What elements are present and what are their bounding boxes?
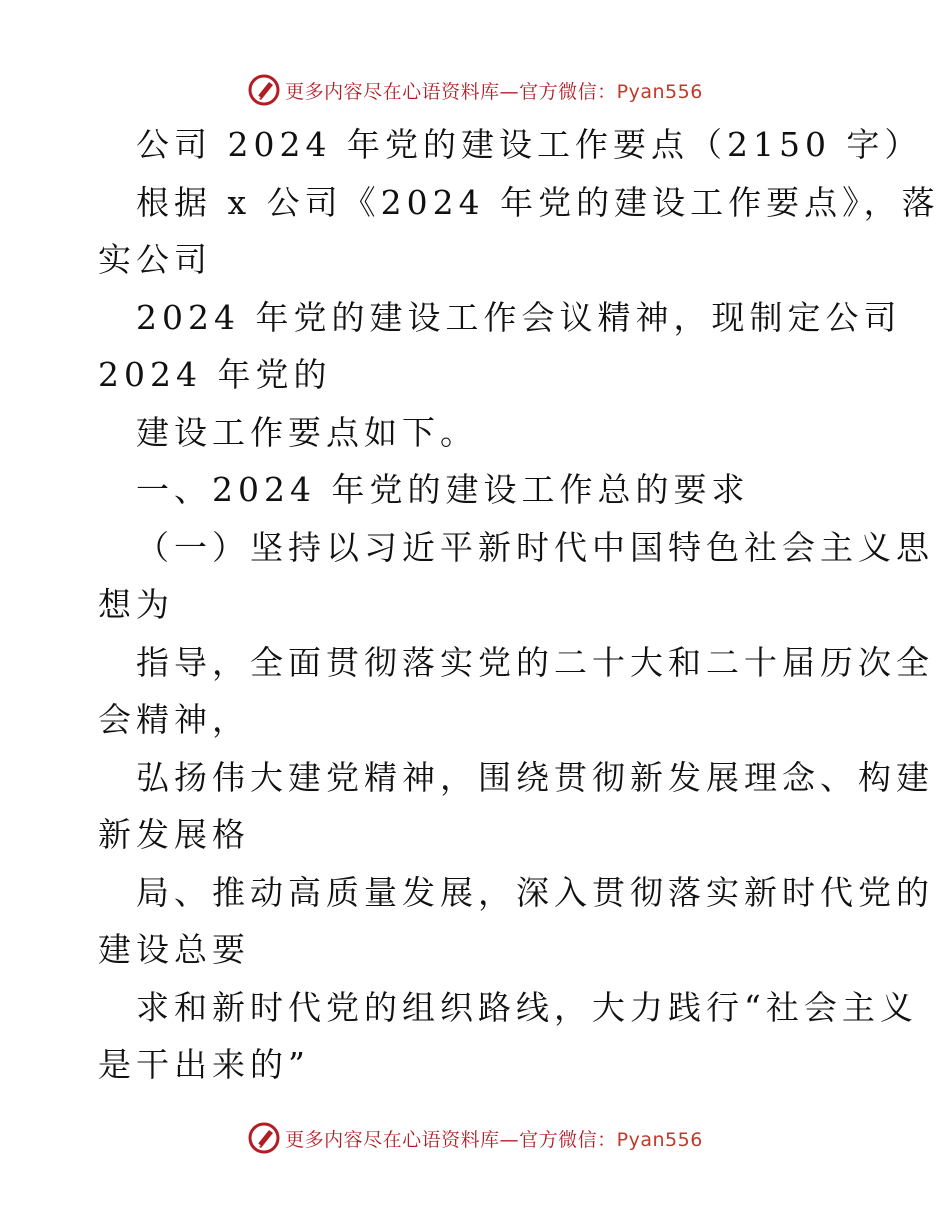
doc-line: 指导，全面贯彻落实党的二十大和二十届历次全 — [136, 642, 934, 682]
doc-line: 新发展格 — [98, 815, 250, 854]
pen-logo-icon — [247, 73, 281, 107]
doc-line: （一）坚持以习近平新时代中国特色社会主义思 — [136, 527, 934, 567]
doc-line: 根据 x 公司《2024 年党的建设工作要点》，落 — [136, 182, 940, 222]
doc-line: 建设工作要点如下。 — [136, 412, 478, 452]
header-banner-text: 更多内容尽在心语资料库—官方微信：Pyan556 — [285, 80, 703, 103]
doc-line: 建设总要 — [98, 930, 250, 969]
doc-line: 一、2024 年党的建设工作总的要求 — [136, 470, 750, 509]
doc-line: 弘扬伟大建党精神，围绕贯彻新发展理念、构建 — [136, 757, 934, 797]
doc-line: 2024 年党的 — [98, 355, 332, 394]
header-banner — [0, 70, 950, 110]
doc-line: 求和新时代党的组织路线，大力践行“社会主义 — [136, 987, 918, 1027]
footer-banner-text: 更多内容尽在心语资料库—官方微信：Pyan556 — [285, 1128, 703, 1151]
doc-line: 实公司 — [98, 240, 212, 279]
footer-banner — [0, 1118, 950, 1158]
pen-logo-icon — [247, 1121, 281, 1155]
doc-line: 2024 年党的建设工作会议精神，现制定公司 — [136, 297, 902, 337]
doc-line: 公司 2024 年党的建设工作要点（2150 字） — [136, 125, 923, 164]
doc-line: 会精神， — [98, 700, 250, 739]
doc-line: 局、推动高质量发展，深入贯彻落实新时代党的 — [136, 872, 934, 912]
document-body — [98, 116, 940, 1094]
doc-line: 是干出来的” — [98, 1045, 310, 1084]
doc-line: 想为 — [98, 585, 174, 624]
